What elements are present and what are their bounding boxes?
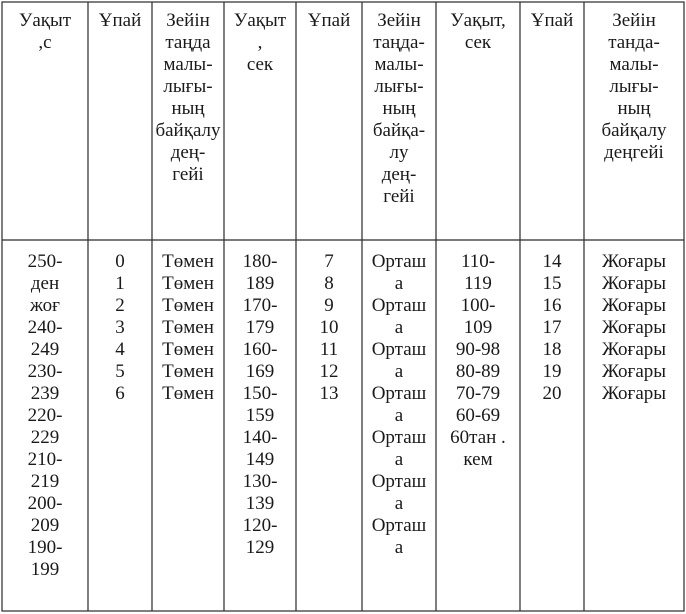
column-time-s: 250- ден жоғ 240- 249 230- 239 220- 229 210- 219 200- 209 190- 199	[27, 251, 63, 580]
header-time-sec-1: Уақыт , сек	[233, 10, 287, 75]
column-time-sec-2: 110- 119 100- 109 90-98 80-89 70-79 60-69 60тан . кем	[450, 251, 506, 470]
column-score-1: 0 1 2 3 4 5 6	[115, 251, 125, 404]
header-score-2: Ұпай	[307, 10, 351, 31]
column-level-low: Төмен Төмен Төмен Төмен Төмен Төмен Төмен	[162, 251, 214, 404]
header-time-s: Уақыт ,с	[18, 10, 72, 53]
column-time-sec-1: 180- 189 170- 179 160- 169 150- 159 140- 149 130- 139 120- 129	[242, 251, 278, 558]
header-level-2: Зейін таңда- малы- лығы- ның байқа- лу дең- гейі	[372, 10, 426, 207]
header-score-1: Ұпай	[98, 10, 142, 31]
column-level-high: Жоғары Жоғары Жоғары Жоғары Жоғары Жоғары Жоғары	[601, 251, 667, 404]
column-level-medium: Орташ а Орташ а Орташ а Орташ а Орташ а Орташ а Орташ а	[371, 251, 427, 558]
header-level-3: Зейін танда- малы- лығы- ның байқалу деңгейі	[601, 10, 667, 163]
column-score-2: 7 8 9 10 11 12 13	[319, 251, 339, 404]
column-score-3: 14 15 16 17 18 19 20	[542, 251, 562, 404]
header-level-1: Зейін таңда малы- лығы- ның байқалу дең- гейі	[155, 10, 221, 185]
header-time-sec-2: Уақыт, сек	[450, 10, 506, 53]
header-score-3: Ұпай	[530, 10, 574, 31]
